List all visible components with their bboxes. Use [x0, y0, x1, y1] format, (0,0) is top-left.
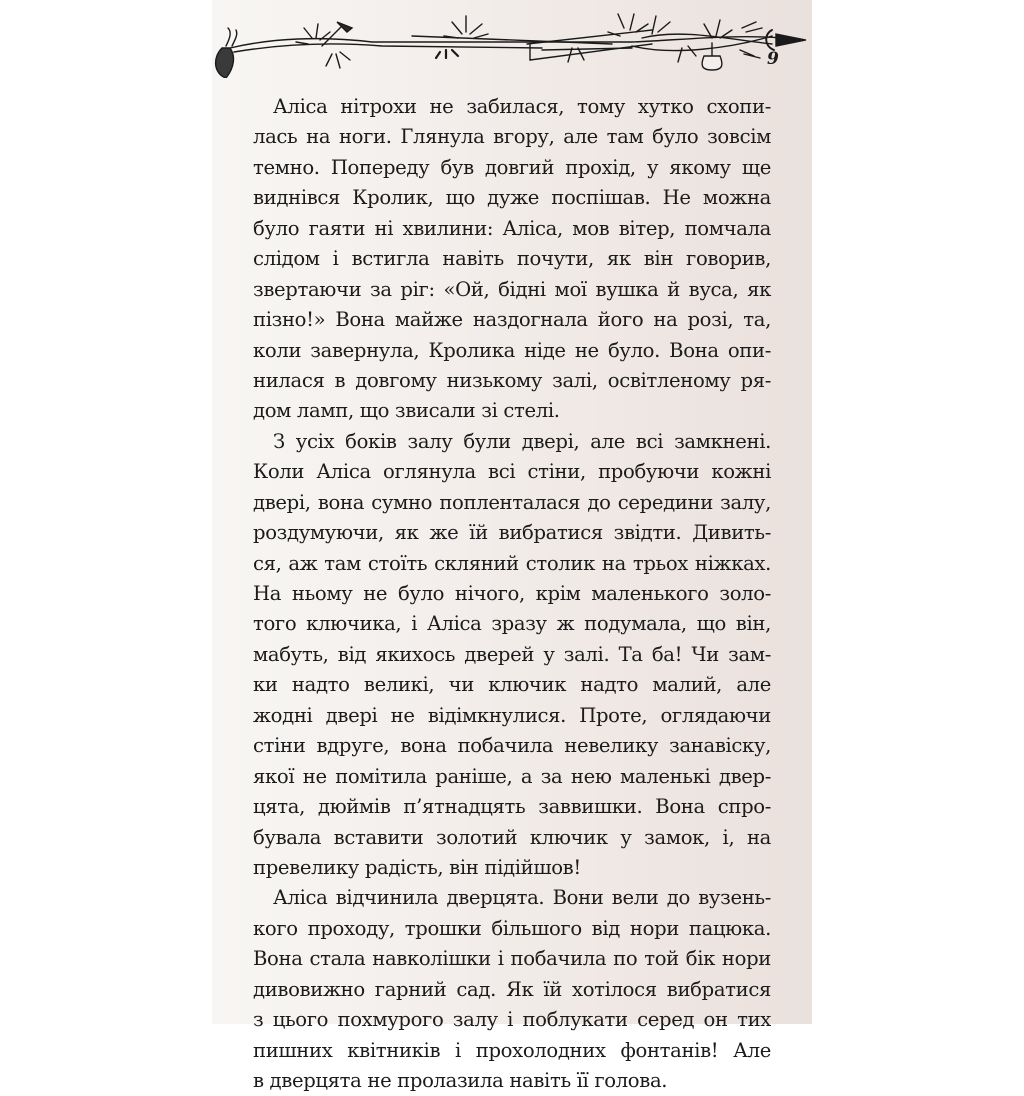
text-line: нилася в довгому низькому залі, освітленому ря- — [253, 368, 771, 392]
book-page — [212, 0, 812, 1092]
text-line: Коли Аліса оглянула всі стіни, пробуючи кожні — [253, 460, 771, 484]
text-line: жодні двері не відімкнулися. Проте, оглядаючи — [253, 703, 771, 727]
body-text — [253, 92, 771, 1096]
text-line: пізно!» Вона майже наздогнала його на розі, та, — [253, 308, 771, 332]
text-line: звертаючи за ріг: «Ой, бідні мої вушка й вуса, як — [253, 277, 771, 301]
text-line: якої не помітила раніше, а за нею маленькі двер- — [253, 764, 771, 788]
text-line: превелику радість, він підійшов! — [253, 855, 581, 879]
text-line: слідом і встигла навіть почути, як він говорив, — [253, 247, 771, 271]
text-line: кого проходу, трошки більшого від нори пацюка. — [253, 916, 771, 940]
paragraph — [253, 92, 771, 427]
text-line: Вона стала навколішки і побачила по той бік нори — [253, 947, 771, 971]
text-line: дом ламп, що звисали зі стелі. — [253, 399, 560, 423]
text-line: дивовижно гарний сад. Як їй хотілося вибратися — [253, 977, 771, 1001]
text-line: стіни вдруге, вона побачила невелику занавіску, — [253, 734, 771, 758]
text-line: коли завернула, Кролика ніде не було. Вона опи- — [253, 338, 771, 362]
text-line: з цього похмурого залу і поблукати серед он тих — [253, 1008, 771, 1032]
paragraph — [253, 883, 771, 1096]
text-line: З усіх боків залу були двері, але всі замкнені. — [273, 429, 771, 453]
text-line: цята, дюймів п’ятнадцять заввишки. Вона спро- — [253, 795, 771, 819]
text-line: роздумуючи, як же їй вибратися звідти. Дивить- — [253, 521, 771, 545]
text-line: ся, аж там стоїть скляний столик на трьох ніжках. — [253, 551, 771, 575]
text-line: пишних квітників і прохолодних фонтанів! Але — [253, 1038, 771, 1062]
paragraph — [253, 427, 771, 884]
text-line: того ключика, і Аліса зразу ж подумала, що він, — [253, 612, 771, 636]
text-line: темно. Попереду був довгий прохід, у якому ще — [253, 155, 771, 179]
decorative-vine-ornament-icon — [212, 8, 812, 78]
text-line: двері, вона сумно попленталася до середини залу, — [253, 490, 771, 514]
text-line: виднівся Кролик, що дуже поспішав. Не можна — [253, 186, 771, 210]
text-line: бувала вставити золотий ключик у замок, і, на — [253, 825, 771, 849]
text-line: мабуть, від якихось дверей у залі. Та ба! Чи зам- — [253, 642, 771, 666]
text-line: в дверцята не пролазила навіть її голова. — [253, 1069, 668, 1092]
text-line: На ньому не було нічого, крім маленького золо- — [253, 582, 771, 605]
text-line: було гаяти ні хвилини: Аліса, мов вітер, помчала — [253, 216, 771, 240]
text-line: ки надто великі, чи ключик надто малий, але — [253, 673, 771, 697]
text-line: Аліса нітрохи не забилася, тому хутко схопи- — [273, 95, 771, 118]
page-number: 9 — [767, 49, 779, 69]
text-line: Аліса відчинила дверцята. Вони вели до вузень- — [273, 886, 771, 910]
text-line: лась на ноги. Глянула вгору, але там було зовсім — [253, 125, 771, 149]
